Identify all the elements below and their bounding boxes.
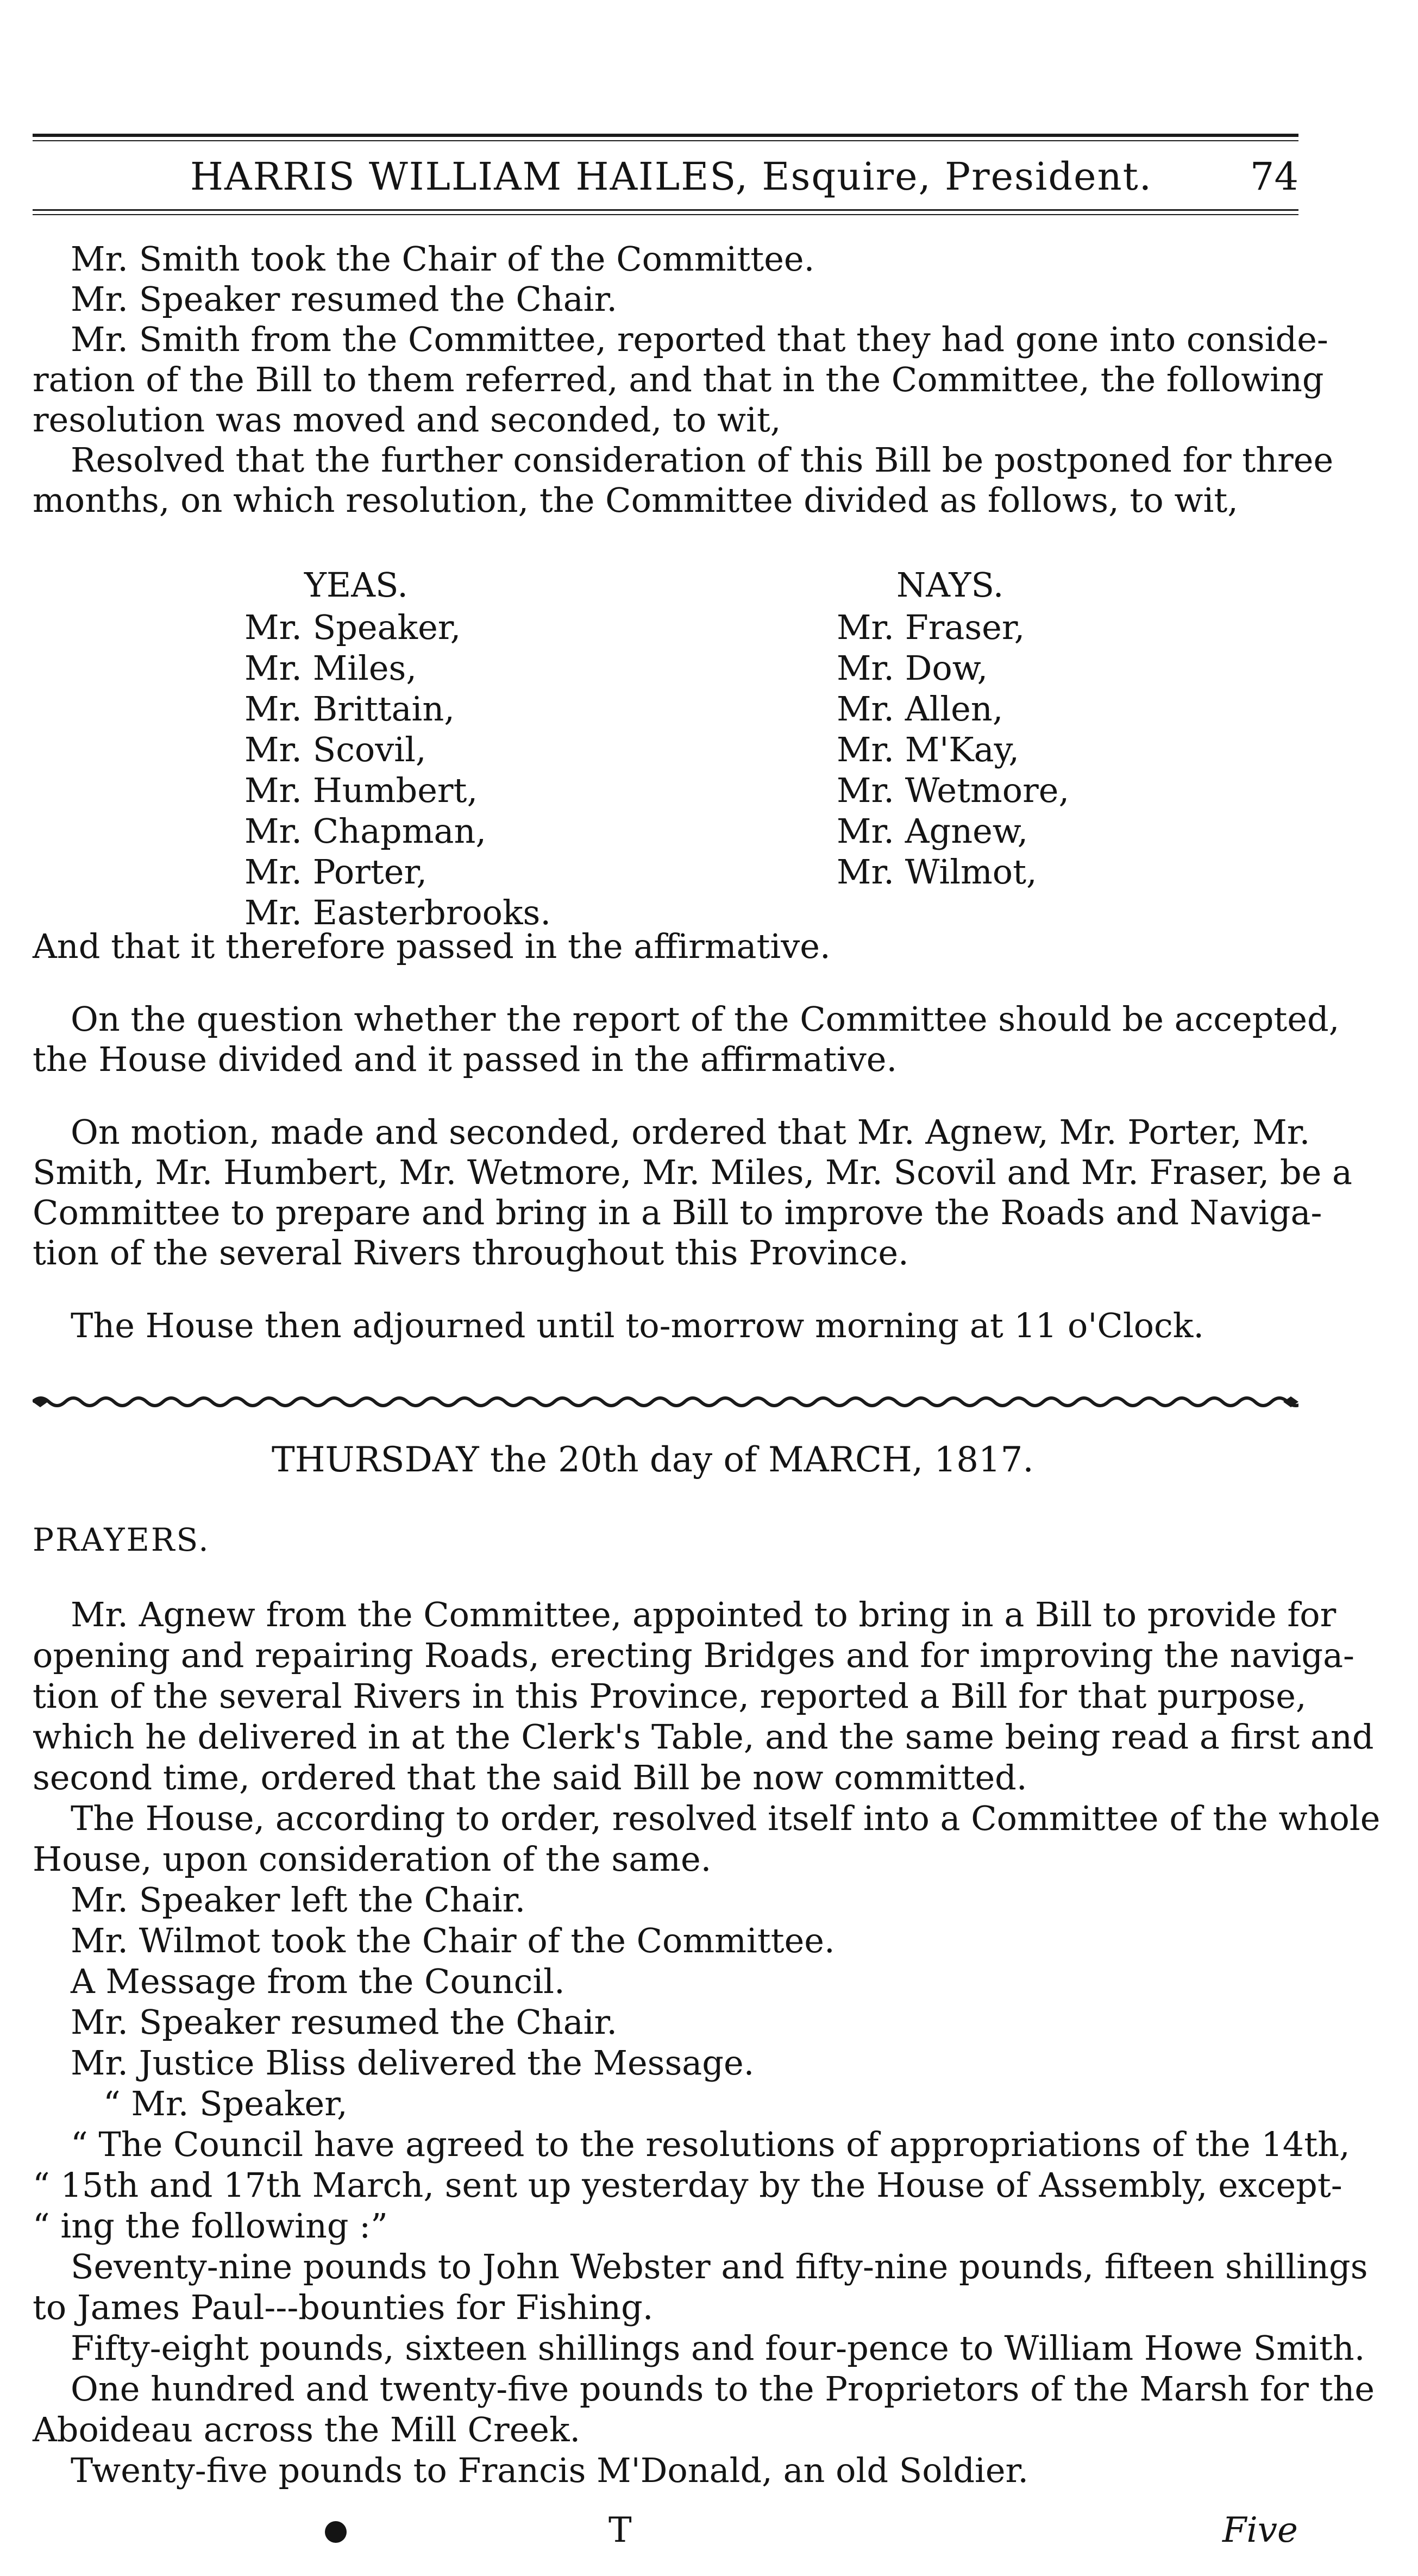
member-name: Mr. Miles, bbox=[244, 648, 417, 688]
text-line: And that it therefore passed in the affirmative. bbox=[33, 926, 831, 966]
text-line: Resolved that the further consideration of this Bill be postponed for three bbox=[71, 440, 1334, 480]
text-line: Mr. Wilmot took the Chair of the Committee. bbox=[71, 1921, 835, 1960]
text-line: ration of the Bill to them referred, and that in the Committee, the following bbox=[33, 360, 1324, 399]
text-line: The House, according to order, resolved itself into a Committee of the whole bbox=[71, 1798, 1381, 1838]
text-line: tion of the several Rivers throughout this Province. bbox=[33, 1233, 909, 1273]
member-name: Mr. Allen, bbox=[837, 689, 1003, 729]
text-line: opening and repairing Roads, erecting Bridges and for improving the naviga- bbox=[33, 1635, 1354, 1675]
page-number: 74 bbox=[1250, 154, 1298, 199]
member-name: Mr. Wetmore, bbox=[837, 770, 1070, 810]
prayers-heading: PRAYERS. bbox=[33, 1521, 210, 1558]
text-line: tion of the several Rivers in this Province, reported a Bill for that purpose, bbox=[33, 1676, 1307, 1716]
text-line: months, on which resolution, the Committee divided as follows, to wit, bbox=[33, 480, 1238, 520]
yeas-heading: YEAS. bbox=[304, 565, 408, 605]
member-name: Mr. Scovil, bbox=[244, 730, 426, 769]
text-line: The House then adjourned until to-morrow morning at 11 o'Clock. bbox=[71, 1306, 1204, 1345]
member-name: Mr. Speaker, bbox=[244, 607, 461, 647]
text-line: On the question whether the report of the Committee should be accepted, bbox=[71, 999, 1340, 1039]
nays-heading: NAYS. bbox=[896, 565, 1004, 605]
text-line: One hundred and twenty-five pounds to the Proprietors of the Marsh for the bbox=[71, 2369, 1375, 2409]
day-heading: THURSDAY the 20th day of MARCH, 1817. bbox=[272, 1440, 1034, 1480]
text-line: which he delivered in at the Clerk's Table, and the same being read a first and bbox=[33, 1717, 1374, 1757]
member-name: Mr. Humbert, bbox=[244, 770, 478, 810]
text-line: Mr. Smith from the Committee, reported that they had gone into conside- bbox=[71, 319, 1328, 359]
text-line: Mr. Speaker resumed the Chair. bbox=[71, 2002, 618, 2042]
member-name: Mr. Agnew, bbox=[837, 811, 1028, 851]
text-line: Seventy-nine pounds to John Webster and fifty-nine pounds, fifteen shillings bbox=[71, 2247, 1368, 2286]
signature-mark: T bbox=[608, 2510, 632, 2550]
text-line: House, upon consideration of the same. bbox=[33, 1839, 712, 1879]
member-name: Mr. Brittain, bbox=[244, 689, 455, 729]
text-line: “ The Council have agreed to the resolutions of appropriations of the 14th, bbox=[71, 2124, 1350, 2164]
catchword: Five bbox=[1222, 2510, 1298, 2550]
member-name: Mr. M'Kay, bbox=[837, 730, 1020, 769]
running-header bbox=[33, 147, 1298, 206]
section-divider bbox=[33, 1391, 1298, 1413]
header-rule-top bbox=[33, 134, 1298, 137]
text-line: to James Paul---bounties for Fishing. bbox=[33, 2287, 654, 2327]
member-name: Mr. Dow, bbox=[837, 648, 988, 688]
header-rule-bottom-thin bbox=[33, 214, 1298, 215]
text-line: the House divided and it passed in the affirmative. bbox=[33, 1039, 898, 1079]
member-name: Mr. Chapman, bbox=[244, 811, 487, 851]
member-name: Mr. Fraser, bbox=[837, 607, 1025, 647]
text-line: Mr. Smith took the Chair of the Committee. bbox=[71, 239, 815, 279]
text-line: Mr. Speaker left the Chair. bbox=[71, 1880, 526, 1920]
member-name: Mr. Easterbrooks. bbox=[244, 893, 551, 932]
text-line: Mr. Justice Bliss delivered the Message. bbox=[71, 2043, 755, 2083]
text-line: “ 15th and 17th March, sent up yesterday by the House of Assembly, except- bbox=[33, 2165, 1342, 2205]
text-line: Mr. Agnew from the Committee, appointed to bring in a Bill to provide for bbox=[71, 1595, 1337, 1634]
running-title: HARRIS WILLIAM HAILES, Esquire, President. bbox=[190, 154, 1153, 199]
member-name: Mr. Wilmot, bbox=[837, 852, 1037, 892]
header-rule-bottom bbox=[33, 209, 1298, 211]
text-line: On motion, made and seconded, ordered that Mr. Agnew, Mr. Porter, Mr. bbox=[71, 1112, 1310, 1152]
text-line: Smith, Mr. Humbert, Mr. Wetmore, Mr. Miles, Mr. Scovil and Mr. Fraser, be a bbox=[33, 1152, 1352, 1192]
text-line: “ ing the following :” bbox=[33, 2206, 388, 2246]
ornament-bullet bbox=[325, 2521, 347, 2543]
text-line: second time, ordered that the said Bill be now committed. bbox=[33, 1758, 1027, 1797]
member-name: Mr. Porter, bbox=[244, 852, 428, 892]
text-line: Aboideau across the Mill Creek. bbox=[33, 2410, 581, 2449]
text-line: Mr. Speaker resumed the Chair. bbox=[71, 279, 618, 319]
text-line: A Message from the Council. bbox=[71, 1961, 565, 2001]
header-rule-top-thin bbox=[33, 140, 1298, 141]
text-line: Fifty-eight pounds, sixteen shillings and four-pence to William Howe Smith. bbox=[71, 2328, 1365, 2368]
text-line: Committee to prepare and bring in a Bill to improve the Roads and Naviga- bbox=[33, 1193, 1322, 1232]
text-line: resolution was moved and seconded, to wit, bbox=[33, 400, 781, 440]
text-line: Twenty-five pounds to Francis M'Donald, an old Soldier. bbox=[71, 2450, 1029, 2490]
text-line: “ Mr. Speaker, bbox=[103, 2084, 348, 2123]
